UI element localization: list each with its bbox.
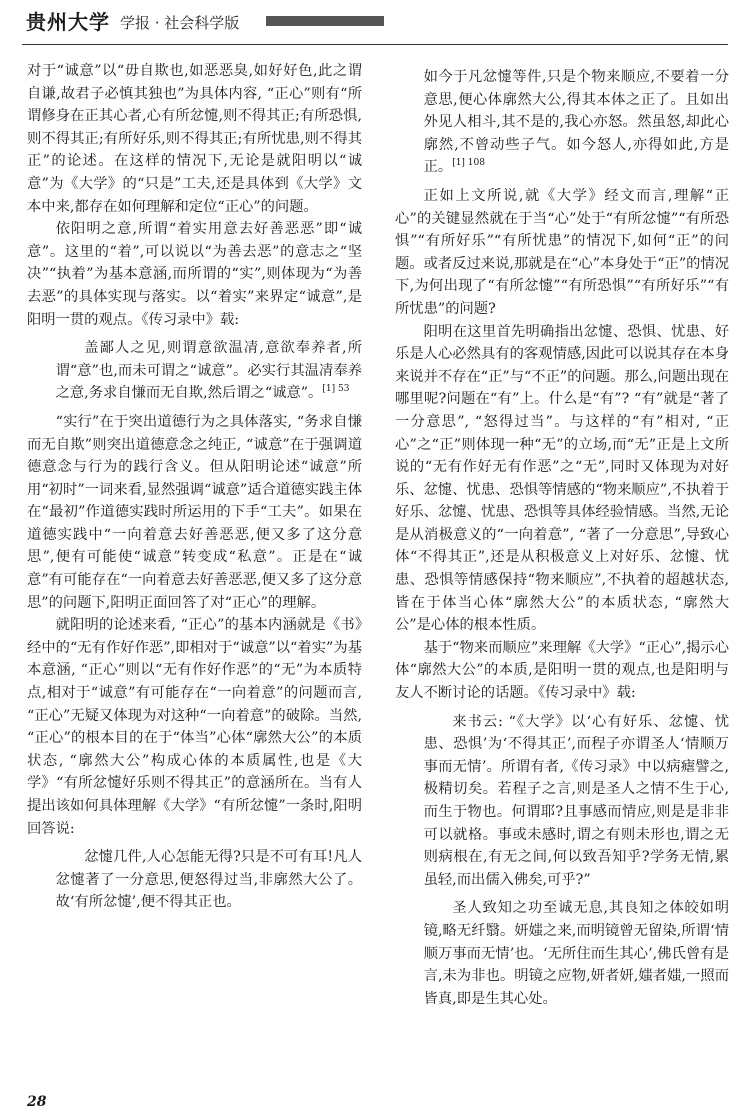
paragraph-text: 正如上文所说,就《大学》经文而言,理解“正心”的关键显然就在于当“心”处于“有所忿懥”“有所恐惧”“有所好乐”“有所忧患”的情况下,如何“正”的问题。或者反过来说,那就是在“心”本身处于“正”的情况下,为何出现了“有所忿懥”“有所恐惧”“有所好乐”“有所忧患”的问题?	[395, 187, 730, 317]
paragraph-text: 基于“物来而顺应”来理解《大学》“正心”,揭示心体“廓然大公”的本质,是阳明一贯的观点,也是阳明与友人不断讨论的话题。《传习录中》载:	[395, 639, 730, 702]
citation-ref: [1] 108	[452, 158, 485, 169]
paragraph-text: 如今于凡忿懥等件,只是个物来顺应,不要着一分意思,便心体廓然大公,得其本体之正了。且如出外见人相斗,其不是的,我心亦怒。然虽怒,却此心廓然,不曾动些子气。如今怒人,亦得如此,方是正。	[423, 69, 729, 176]
journal-title: 贵州大学	[26, 10, 110, 34]
body-paragraph	[395, 321, 729, 637]
right-column	[395, 60, 729, 1016]
paragraph-text: 圣人致知之功至诚无息,其良知之体皎如明镜,略无纤翳。妍媸之来,而明镜曾无留染,所谓‘情顺万事而无情’也。‘无所住而生其心’,佛氏曾有是言,未为非也。明镜之应物,妍者妍,媸者媸,一照而皆真,即是生其心处。	[423, 900, 729, 1007]
paragraph-text: “实行”在于突出道德行为之具体落实, “务求自慊而无自欺”则突出道德意念之纯正, “诚意”在于强调道德意念与行为的践行含义。但从阳明论述“诚意”所用“初时”一词来看,显然强调“诚意”适合道德实践主体在“最初”作道德实践时所运用的下手“工夫”。如果在道德实践中“一向着意去好善恶恶,便又多了这分意思”,便有可能使“诚意”转变成“私意”。正是在“诚意”有可能存在“一向着意去好善恶恶,便又多了这分意思”的问题下,阳明正面回答了对“正心”的理解。	[27, 413, 362, 611]
paragraph-text: 阳明在这里首先明确指出忿懥、恐惧、忧患、好乐是人心必然具有的客观情感,因此可以说其存在本身来说并不存在“正”与“不正”的问题。那么,问题出现在哪里呢?问题在“有”上。什么是“有”? “有”就是“著了一分意思”, “怒得过当”。与这样的“有”相对, “正心”之“正”则体现一种“无”的立场,而“无”正是上文所说的“无有作好无有作恶”之“无”,同时又体现为对好乐、忿懥、忧患、恐惧等情感的“物来顺应”,不执着于好乐、忿懥、忧患、恐惧等具体经验情感。当然,无论是从消极意义的“一向着意”, “著了一分意思”,导致心体“不得其正”,还是从积极意义上对好乐、忿懥、忧患、恐惧等情感保持“物来顺应”,不执着的超越状态,皆在于体当心体“廓然大公”的本质状态, “廓然大公”是心体的根本性质。	[395, 323, 730, 634]
body-paragraph	[27, 614, 362, 840]
left-column	[27, 60, 362, 920]
paragraph-text: 来书云: “《大学》以‘心有好乐、忿懥、忧患、恐惧’为‘不得其正’,而程子亦谓圣人‘情顺万事而无情’。所谓有者,《传习录》中以病瘧譬之,极精切矣。若程子之言,则是圣人之情不生于心,而生于物也。何谓耶?且事感而情应,则是是非非可以就格。事或未感时,谓之有则未形也,谓之无则病根在,有无之间,何以致吾知乎?学务无情,累虽轻,而出儒入佛矣,可乎?”	[423, 713, 729, 888]
body-paragraph	[395, 637, 729, 705]
citation-ref: [1] 53	[322, 384, 350, 395]
paragraph-text: 就阳明的论述来看, “正心”的基本内涵就是《书》经中的“无有作好作恶”,即相对于“诚意”以“着实”为基本意涵, “正心”则以“无有作好作恶”的“无”为本质特点,相对于“诚意”有可能存在“一向着意”的问题而言, “正心”无疑又体现为对这种“一向着意”的破除。当然, “正心”的根本目的在于“体当”心体“廓然大公”的本质状态, “廓然大公”构成心体的本质属性,也是《大学》“有所忿懥好乐则不得其正”的意涵所在。当有人提出该如何具体理解《大学》“有所忿懥”一条时,阳明回答说:	[27, 617, 362, 837]
body-paragraph	[27, 411, 362, 614]
block-quote	[395, 711, 729, 892]
paragraph-text: 依阳明之意,所谓“着实用意去好善恶恶”即“诚意”。这里的“着”,可以说以“为善去恶”的意志之“坚决”“执着”为基本意涵,而所谓的“实”,则体现为“为善去恶”的具体实现与落实。以“着实”来界定“诚意”,是阳明一贯的观点。《传习录中》载:	[27, 221, 362, 328]
body-paragraph	[27, 218, 362, 331]
body-paragraph	[395, 185, 729, 321]
page-number: 28	[27, 1094, 47, 1110]
block-quote	[395, 897, 729, 1010]
journal-edition: 学报 · 社会科学版	[120, 14, 240, 32]
paragraph-text: 对于“诚意”以“毋自欺也,如恶恶臭,如好好色,此之谓自谦,故君子必慎其独也”为具体内容, “正心”则有“所谓修身在正其心者,心有所忿懥,则不得其正;有所恐惧,则不得其正;有所好乐,则不得其正;有所忧患,则不得其正”的论述。在这样的情况下,无论是就阳明以“诚意”为《大学》的“只是”工夫,还是具体到《大学》文本中来,都存在如何理解和定位“正心”的问题。	[27, 63, 362, 215]
paragraph-text: 盖鄙人之见,则谓意欲温凊,意欲奉养者,所谓“意”也,而未可谓之“诚意”。必实行其温凊奉养之意,务求自慊而无自欺,然后谓之“诚意”。	[55, 340, 362, 402]
paragraph-text: 忿懥几件,人心怎能无得?只是不可有耳!凡人忿懥著了一分意思,便怒得过当,非廓然大公了。故‘有所忿懥’,便不得其正也。	[55, 849, 362, 911]
header-decoration-bar	[266, 16, 384, 26]
block-quote	[395, 66, 729, 179]
block-quote	[27, 846, 362, 914]
body-paragraph	[27, 60, 362, 218]
block-quote	[27, 337, 362, 405]
page-header	[22, 0, 728, 45]
